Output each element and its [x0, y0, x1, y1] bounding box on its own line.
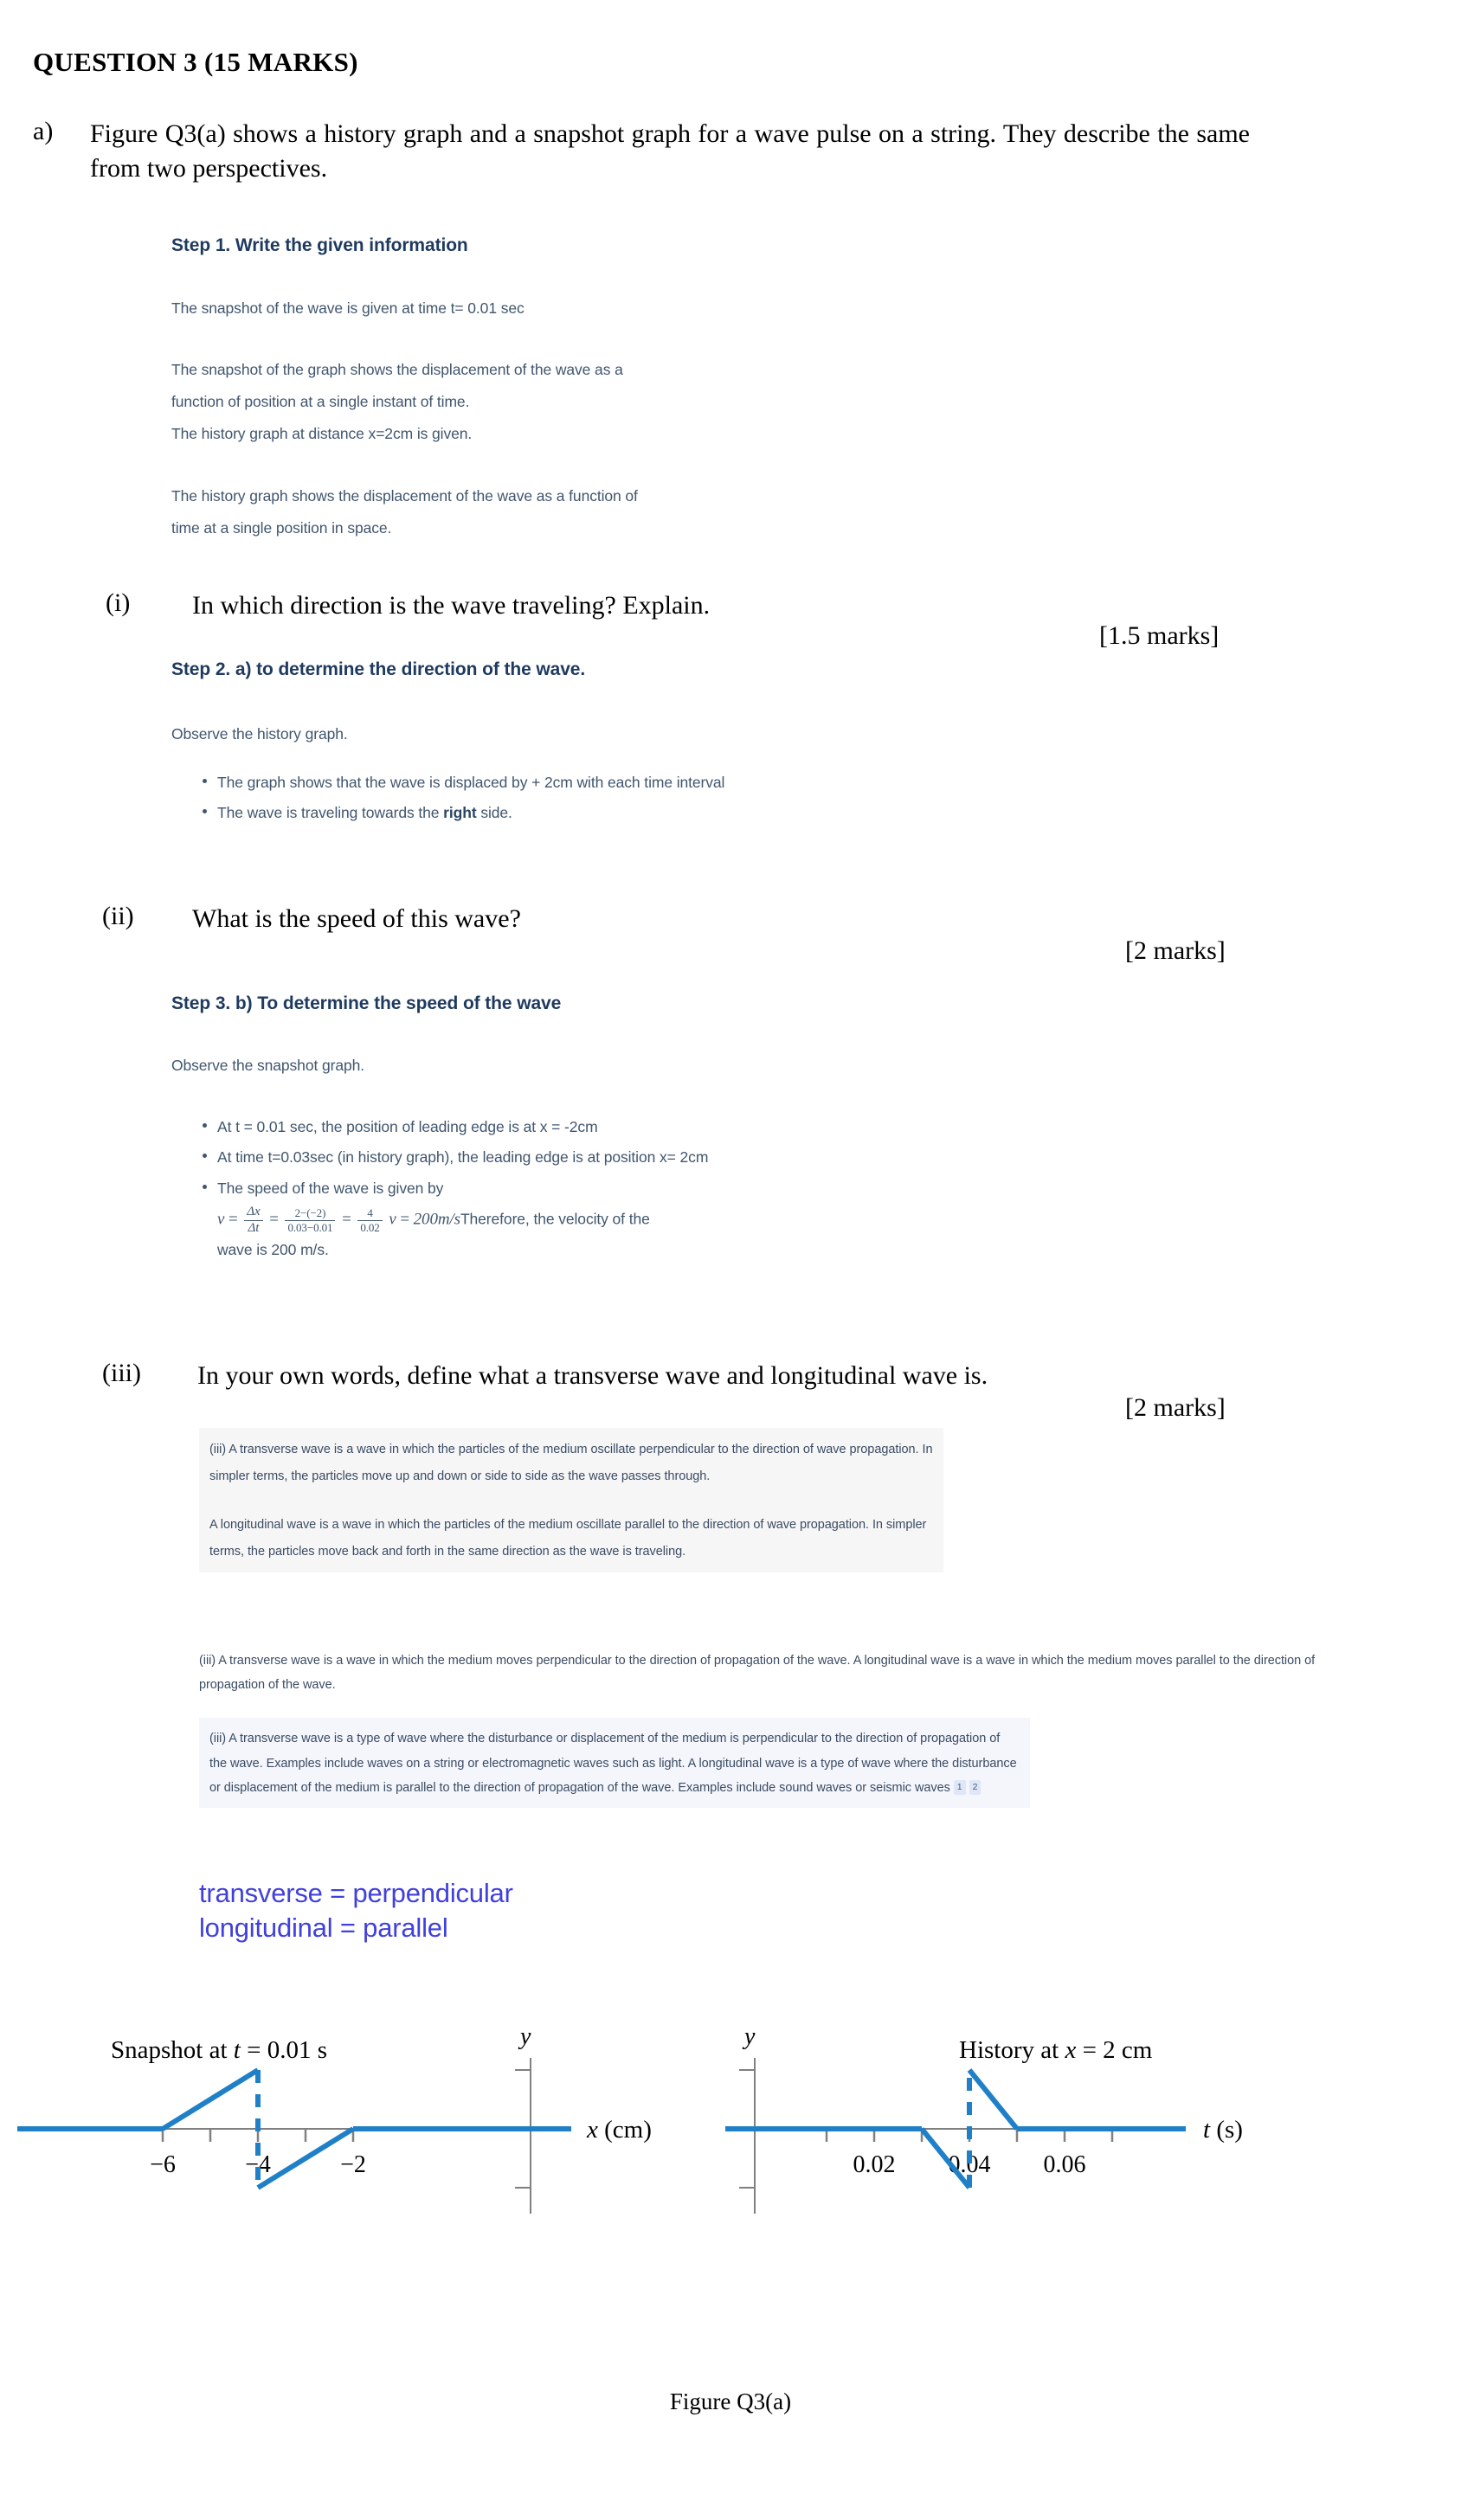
snapshot-graph	[17, 2023, 652, 2214]
part-a-row	[33, 117, 1262, 185]
step1-paragraph-1: The snapshot of the wave is given at time t= 0.01 sec	[171, 299, 525, 317]
note-line-1: transverse = perpendicular	[199, 1878, 513, 1908]
step1-paragraph-3-line2: time at a single position in space.	[171, 519, 392, 537]
formula-f2-den: 0.03−0.01	[287, 1220, 333, 1234]
history-x-label: t (s)	[1203, 2116, 1243, 2144]
answer-block-1-paragraph-2: A longitudinal wave is a wave in which the particles of the medium oscillate parallel to the direction of wave propagation. In simpler terms, the particles move back and forth in the same direction as the wave is traveling.	[209, 1518, 927, 1559]
snapshot-y-label: y	[520, 2023, 531, 2050]
formula-f3-den: 0.02	[360, 1220, 380, 1234]
speed-conclusion: wave is 200 m/s.	[217, 1240, 329, 1258]
formula-v: v	[217, 1210, 225, 1229]
snapshot-wave-rise	[163, 2070, 258, 2129]
history-graph	[725, 2023, 1243, 2214]
snapshot-ticklabel-minus2: −2	[340, 2151, 366, 2178]
figure-caption: Figure Q3(a)	[669, 2388, 792, 2414]
wave-graphs-svg	[0, 2016, 1461, 2423]
part-iii-marks: [2 marks]	[1125, 1393, 1226, 1422]
figure-q3a	[0, 2016, 1461, 2423]
part-i-text: In which direction is the wave traveling? Explain.	[192, 591, 711, 620]
history-y-label: y	[744, 2023, 756, 2050]
formula-equals-4: =	[400, 1210, 409, 1229]
formula-fraction-1	[244, 1205, 262, 1236]
formula-result-v: v	[389, 1210, 396, 1229]
step3-bullet-list	[195, 1115, 910, 1268]
answer-block-2	[199, 1640, 1333, 1705]
speed-formula-intro: The speed of the wave is given by	[217, 1179, 444, 1197]
answer-block-3-text: (iii) A transverse wave is a type of wave where the disturbance or displacement of the medium is perpendicular to the direction of propagation of the wave. Examples include waves on a string or electromagnetic waves such as light. A longitudinal wave is a type of wave where the disturbance or displacement of the medium is parallel to the direction of propagation of the wave. Examples include sound waves or seismic waves	[209, 1732, 1017, 1796]
formula-fraction-2	[285, 1207, 335, 1233]
answer-block-3	[199, 1718, 1030, 1808]
answer-block-1-paragraph-1: (iii) A transverse wave is a wave in which the particles of the medium oscillate perpendicular to the direction of wave propagation. In simpler terms, the particles move up and down or side to side as the wave passes through.	[209, 1443, 933, 1483]
step2-observe: Observe the history graph.	[171, 725, 348, 742]
part-i-marks: [1.5 marks]	[1099, 621, 1220, 650]
answer-block-2-paragraph: (iii) A transverse wave is a wave in which the medium moves perpendicular to the direction of propagation of the wave. A longitudinal wave is a wave in which the medium moves parallel to the direction of propagation of the wave.	[199, 1654, 1316, 1693]
step3-heading: Step 3. b) To determine the speed of the wave	[171, 993, 562, 1013]
snapshot-x-label: x (cm)	[587, 2116, 652, 2144]
step2-bullet-list	[195, 770, 875, 832]
part-a-text: Figure Q3(a) shows a history graph and a snapshot graph for a wave pulse on a string. They describe the same from two perspectives.	[90, 119, 1250, 183]
formula-f1-num: Δx	[244, 1205, 262, 1221]
citation-badge-2[interactable]: 2	[969, 1780, 982, 1795]
formula-equals-3: =	[342, 1210, 351, 1229]
history-ticklabel-004: 0.04	[948, 2151, 991, 2178]
part-iii-label: (iii)	[102, 1359, 141, 1387]
list-item	[217, 800, 875, 825]
formula-f1-den: Δt	[248, 1220, 260, 1235]
step2-heading: Step 2. a) to determine the direction of the wave.	[171, 659, 586, 679]
bullet-suffix: side.	[476, 804, 512, 822]
step3-observe: Observe the snapshot graph.	[171, 1057, 364, 1074]
part-ii-text: What is the speed of this wave?	[192, 904, 521, 933]
step1-paragraph-2-line1: The snapshot of the graph shows the displacement of the wave as a	[171, 361, 623, 378]
formula-f3-num: 4	[357, 1207, 382, 1221]
part-iii-text: In your own words, define what a transverse wave and longitudinal wave is.	[197, 1361, 988, 1390]
note-line-2: longitudinal = parallel	[199, 1912, 448, 1943]
answer-block-1	[199, 1428, 943, 1572]
bullet-prefix: The wave is traveling towards the	[217, 804, 444, 822]
snapshot-ticklabel-minus4: −4	[245, 2151, 271, 2178]
history-title: History at x = 2 cm	[959, 2036, 1153, 2064]
history-ticklabel-006: 0.06	[1043, 2151, 1086, 2178]
part-ii-marks: [2 marks]	[1125, 936, 1226, 965]
part-i-label: (i)	[106, 588, 131, 617]
snapshot-title: Snapshot at t = 0.01 s	[111, 2036, 327, 2064]
snapshot-ticklabel-minus6: −6	[150, 2151, 176, 2178]
formula-fraction-3	[357, 1207, 382, 1233]
list-item: The graph shows that the wave is displaced by + 2cm with each time interval	[217, 770, 875, 794]
answer-block-3-paragraph	[209, 1726, 1020, 1801]
step1-paragraph-2-line3: The history graph at distance x=2cm is given.	[171, 425, 473, 442]
formula-equals-1: =	[228, 1210, 238, 1229]
step1-heading: Step 1. Write the given information	[171, 235, 468, 255]
step1-paragraph-2-line2: function of position at a single instant of time.	[171, 393, 470, 410]
list-item: At time t=0.03sec (in history graph), the leading edge is at position x= 2cm	[217, 1145, 910, 1169]
step1-paragraph-3-line1: The history graph shows the displacement of the wave as a function of	[171, 487, 638, 505]
speed-formula	[217, 1205, 910, 1236]
citation-badge-1[interactable]: 1	[954, 1780, 966, 1795]
page-title: QUESTION 3 (15 MARKS)	[33, 47, 358, 77]
list-item	[217, 1176, 910, 1262]
formula-f2-num: 2−(−2)	[285, 1207, 335, 1221]
bullet-bold-word: right	[443, 804, 477, 822]
formula-equals-2: =	[269, 1210, 279, 1229]
part-ii-row	[102, 902, 1141, 936]
part-iii-row	[102, 1359, 1314, 1393]
part-ii-label: (ii)	[102, 902, 134, 930]
formula-trailing-text: Therefore, the velocity of the	[460, 1210, 650, 1228]
formula-result-value: 200m/s	[413, 1210, 460, 1229]
history-wave-return	[969, 2070, 1017, 2129]
part-i-row	[106, 588, 1144, 623]
history-ticklabel-002: 0.02	[853, 2151, 896, 2178]
handwritten-note	[199, 1876, 513, 1945]
part-a-label: a)	[33, 117, 54, 145]
list-item: At t = 0.01 sec, the position of leading edge is at x = -2cm	[217, 1115, 910, 1139]
